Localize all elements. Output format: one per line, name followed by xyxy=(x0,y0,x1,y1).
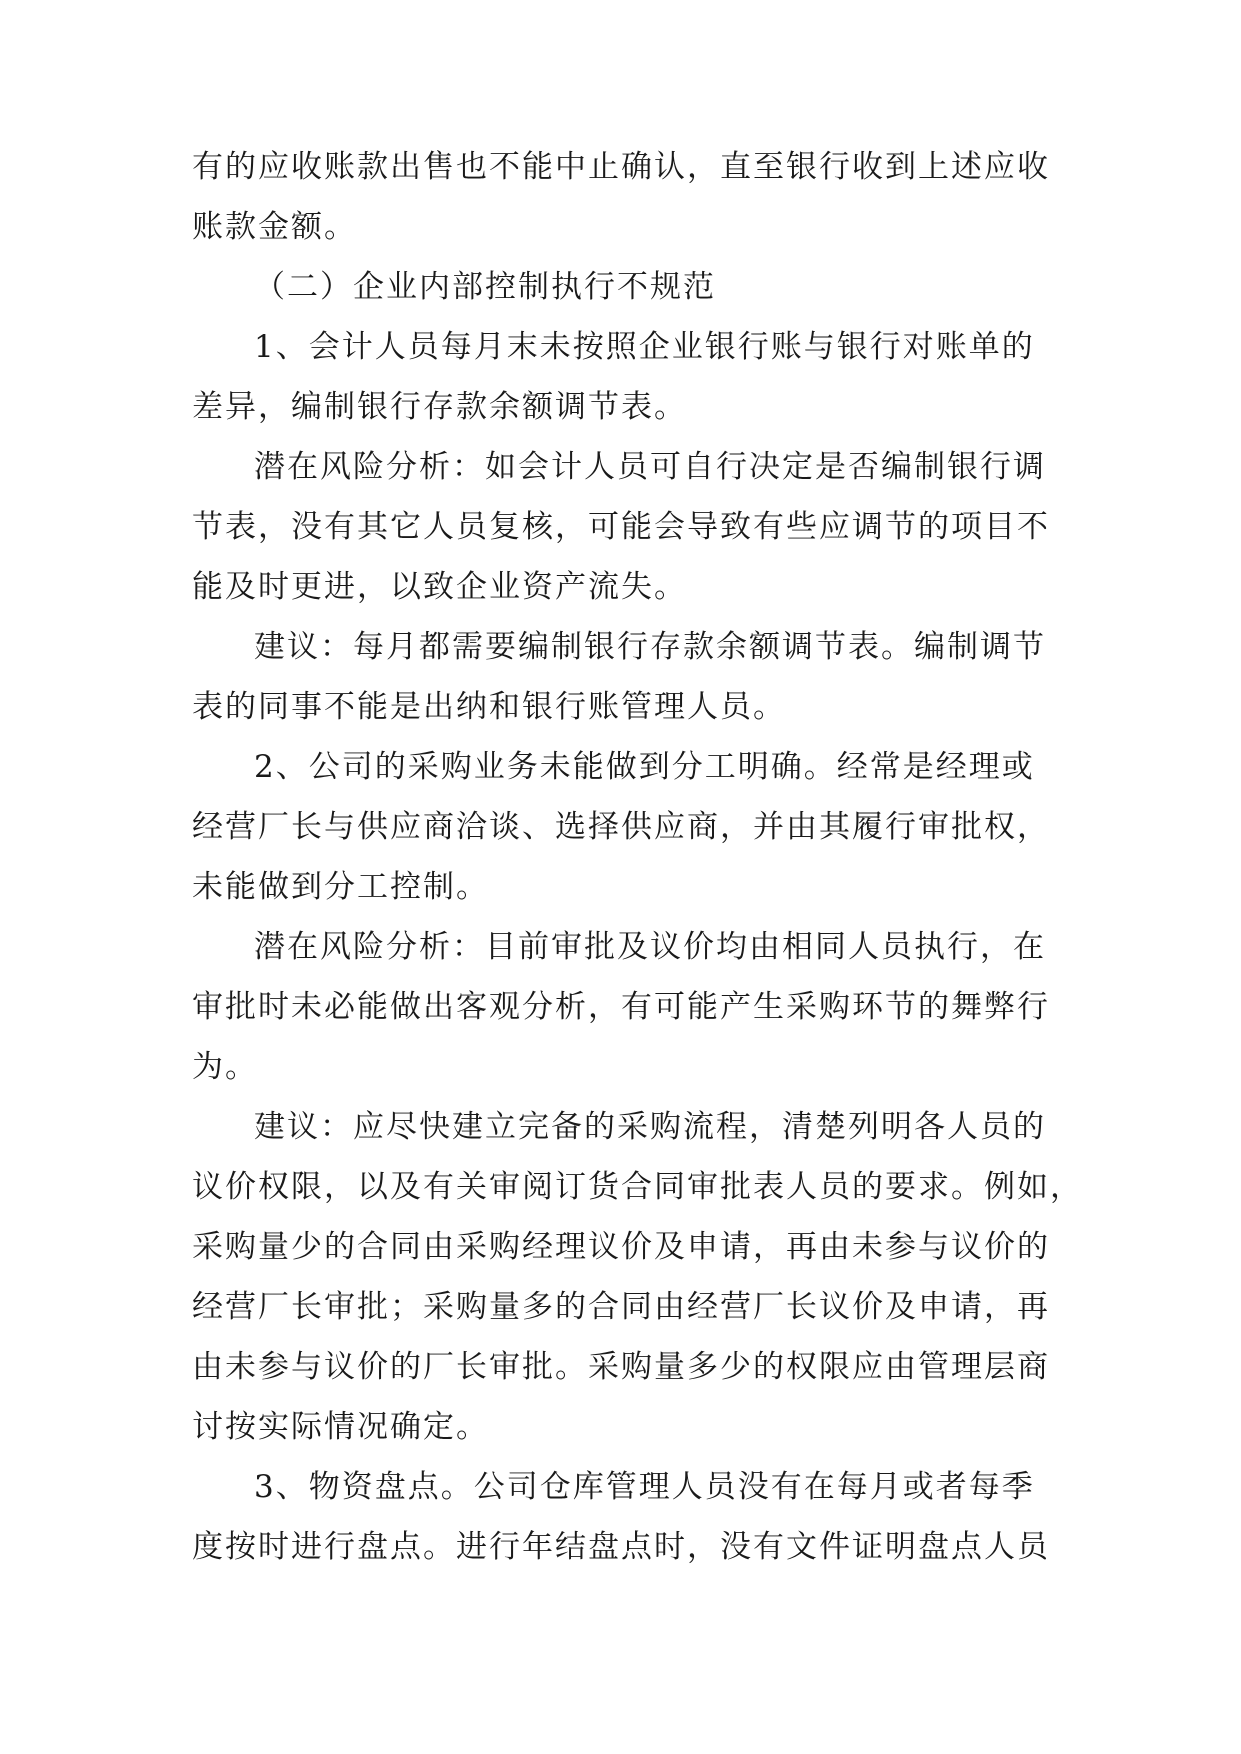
text-line: 未能做到分工控制。 xyxy=(192,869,489,905)
text-line: 经营厂长审批；采购量多的合同由经营厂长议价及申请，再 xyxy=(192,1289,1050,1325)
text-line: 议价权限，以及有关审阅订货合同审批表人员的要求。例如， xyxy=(192,1169,1083,1205)
text-line: 2、公司的采购业务未能做到分工明确。经常是经理或 xyxy=(254,749,1035,785)
text-line: 建议：应尽快建立完备的采购流程，清楚列明各人员的 xyxy=(254,1109,1046,1145)
text-line: 建议：每月都需要编制银行存款余额调节表。编制调节 xyxy=(254,629,1046,665)
text-line: 采购量少的合同由采购经理议价及申请，再由未参与议价的 xyxy=(192,1229,1050,1265)
text-line: 度按时进行盘点。进行年结盘点时，没有文件证明盘点人员 xyxy=(192,1529,1050,1565)
text-line: 审批时未必能做出客观分析，有可能产生采购环节的舞弊行 xyxy=(192,989,1050,1025)
text-line: 潜在风险分析：如会计人员可自行决定是否编制银行调 xyxy=(254,449,1046,485)
text-line: 为。 xyxy=(192,1049,258,1085)
text-line: 差异，编制银行存款余额调节表。 xyxy=(192,389,687,425)
text-line: 1、会计人员每月末未按照企业银行账与银行对账单的 xyxy=(254,329,1035,365)
text-line: 有的应收账款出售也不能中止确认，直至银行收到上述应收 xyxy=(192,149,1050,185)
text-line: 经营厂长与供应商洽谈、选择供应商，并由其履行审批权， xyxy=(192,809,1050,845)
section-heading: （二）企业内部控制执行不规范 xyxy=(254,269,716,305)
text-line: 节表，没有其它人员复核，可能会导致有些应调节的项目不 xyxy=(192,509,1050,545)
text-line: 表的同事不能是出纳和银行账管理人员。 xyxy=(192,689,786,725)
text-line: 能及时更进，以致企业资产流失。 xyxy=(192,569,687,605)
text-line: 潜在风险分析：目前审批及议价均由相同人员执行，在 xyxy=(254,929,1046,965)
text-line: 由未参与议价的厂长审批。采购量多少的权限应由管理层商 xyxy=(192,1349,1050,1385)
text-line: 账款金额。 xyxy=(192,209,357,245)
text-line: 讨按实际情况确定。 xyxy=(192,1409,489,1445)
text-line: 3、物资盘点。公司仓库管理人员没有在每月或者每季 xyxy=(254,1469,1035,1505)
